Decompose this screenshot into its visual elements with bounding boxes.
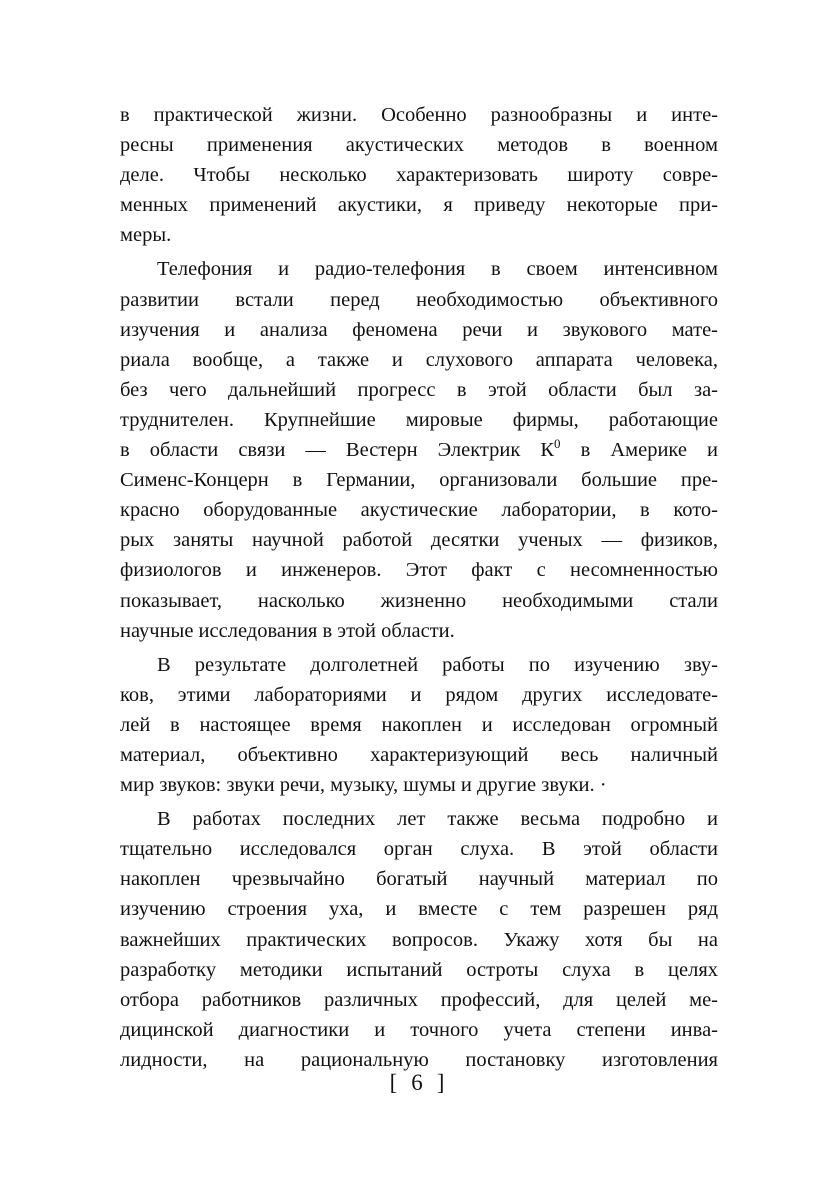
page-number-value: 6	[411, 1070, 423, 1095]
body-text	[120, 100, 718, 1075]
text-line-with-superscript	[120, 435, 718, 465]
text-line: меры.	[120, 224, 172, 247]
text-line: без чего дальнейший прогресс в этой области был за-	[120, 378, 718, 401]
text-line: тщательно исследовался орган слуха. В этой области	[120, 838, 718, 861]
paragraph-1	[120, 100, 718, 250]
text-line: менных применений акустики, я приведу некоторые при-	[120, 194, 718, 217]
line-text-after: в Америке и	[560, 439, 719, 462]
text-line: труднителен. Крупнейшие мировые фирмы, работающие	[120, 408, 718, 431]
page-number-open-bracket: [	[389, 1070, 398, 1095]
text-line: в практической жизни. Особенно разнообразны и инте-	[120, 104, 718, 126]
text-line: ресны применения акустических методов в военном	[120, 134, 718, 157]
text-line: научные исследования в этой области.	[120, 619, 455, 642]
text-line: риала вообще, а также и слухового аппарата человека,	[120, 348, 718, 371]
text-line: лидности, на рациональную постановку изготовления	[120, 1048, 718, 1071]
line-text-before: в области связи — Вестерн Электрик К	[120, 439, 555, 462]
text-line: рых заняты научной работой десятки ученых — физиков,	[120, 529, 718, 552]
text-line: показывает, насколько жизненно необходимыми стали	[120, 589, 718, 612]
text-line: разработку методики испытаний остроты слуха в целях	[120, 958, 718, 981]
text-line: изучению строения уха, и вместе с тем разрешен ряд	[120, 898, 718, 921]
page-number	[372, 1070, 462, 1096]
paragraph-4	[120, 804, 718, 1075]
text-line: красно оборудованные акустические лаборатории, в кото-	[120, 499, 718, 522]
text-line: Сименс-Концерн в Германии, организовали большие пре-	[120, 469, 718, 492]
paragraph-3	[120, 650, 718, 800]
superscript-zero: 0	[554, 436, 561, 452]
text-line: В работах последних лет также весьма подробно и	[157, 808, 718, 831]
text-line: накоплен чрезвычайно богатый научный материал по	[120, 868, 718, 891]
page-number-close-bracket: ]	[436, 1070, 445, 1095]
text-line: важнейших практических вопросов. Укажу хотя бы на	[120, 928, 718, 951]
text-line: изучения и анализа феномена речи и звукового мате-	[120, 318, 718, 341]
text-line: В результате долголетней работы по изучению зву-	[157, 653, 718, 676]
paragraph-2	[120, 254, 718, 645]
text-line: мир звуков: звуки речи, музыку, шумы и другие звуки. ·	[120, 774, 607, 797]
text-line: деле. Чтобы несколько характеризовать широту совре-	[120, 164, 718, 187]
text-line: Телефония и радио-телефония в своем интенсивном	[157, 258, 718, 281]
text-line: отбора работников различных профессий, для целей ме-	[120, 988, 718, 1011]
text-line: ков, этими лабораториями и рядом других исследовате-	[120, 683, 718, 706]
text-line: лей в настоящее время накоплен и исследован огромный	[120, 713, 718, 736]
text-line: физиологов и инженеров. Этот факт с несомненностью	[120, 559, 718, 582]
text-line: материал, объективно характеризующий весь наличный	[120, 743, 718, 766]
text-line: развитии встали перед необходимостью объективного	[120, 288, 718, 311]
text-line: дицинской диагностики и точного учета степени инва-	[120, 1018, 718, 1041]
